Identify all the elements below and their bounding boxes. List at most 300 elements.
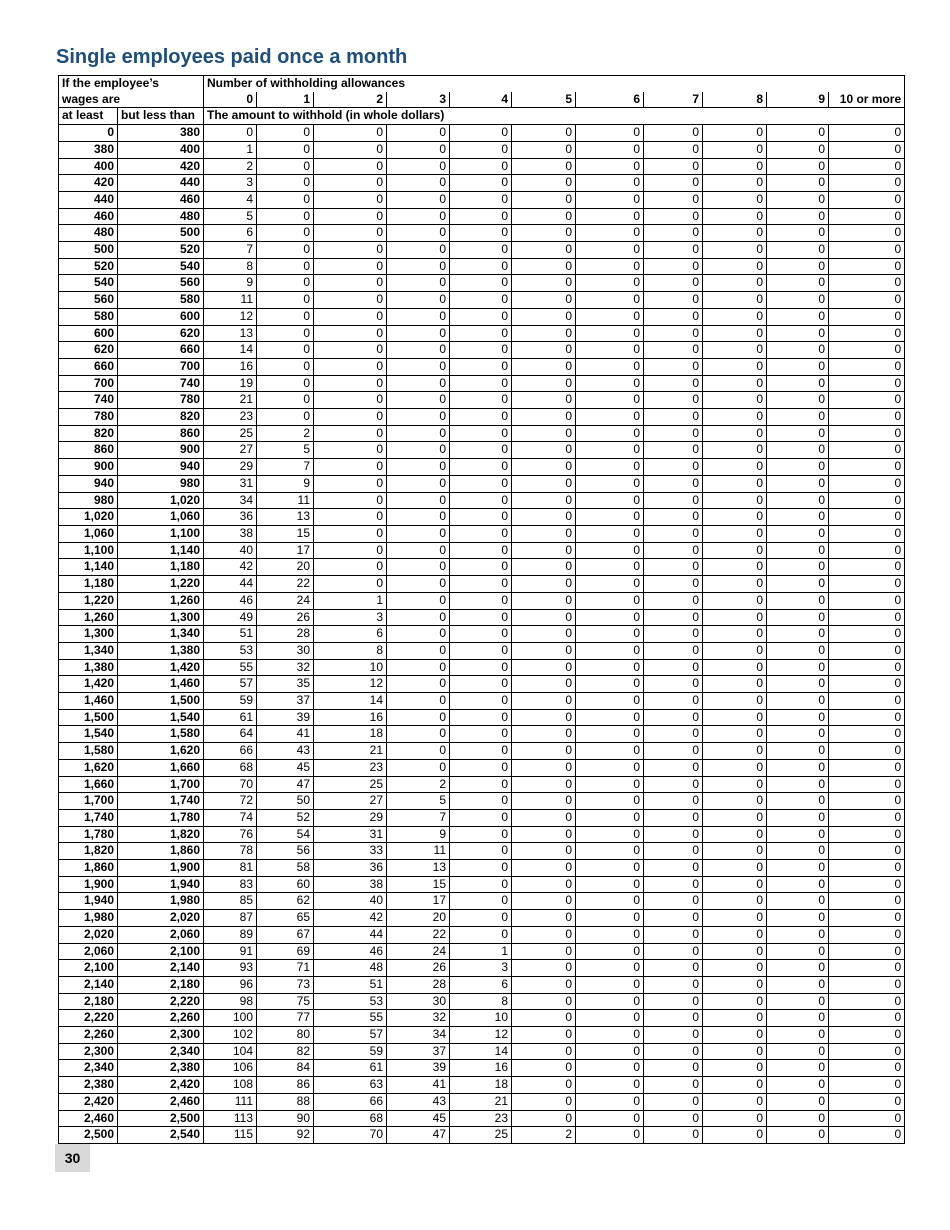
table-row (59, 392, 905, 409)
withholding-cell: 0 (387, 191, 450, 208)
withholding-cell: 0 (387, 509, 450, 526)
withholding-cell: 0 (387, 225, 450, 242)
withholding-cell: 0 (644, 125, 703, 142)
wage-less-than-cell: 420 (118, 158, 204, 175)
withholding-cell: 0 (644, 442, 703, 459)
withholding-cell: 0 (450, 843, 512, 860)
withholding-cell: 23 (204, 409, 257, 426)
withholding-cell: 0 (512, 592, 576, 609)
withholding-cell: 0 (703, 776, 767, 793)
withholding-cell: 0 (767, 559, 829, 576)
table-body (59, 76, 905, 1144)
withholding-cell: 0 (644, 926, 703, 943)
withholding-cell: 0 (644, 1127, 703, 1144)
withholding-cell: 0 (829, 910, 905, 927)
withholding-cell: 0 (576, 626, 644, 643)
wage-at-least-cell: 1,500 (59, 709, 118, 726)
withholding-cell: 13 (387, 860, 450, 877)
withholding-cell: 0 (703, 442, 767, 459)
withholding-cell: 5 (257, 442, 314, 459)
wage-at-least-cell: 1,020 (59, 509, 118, 526)
withholding-cell: 51 (204, 626, 257, 643)
withholding-cell: 0 (767, 392, 829, 409)
withholding-cell: 0 (314, 292, 387, 309)
withholding-cell: 67 (257, 926, 314, 943)
withholding-cell: 0 (829, 125, 905, 142)
withholding-cell: 0 (703, 609, 767, 626)
table-row (59, 242, 905, 259)
withholding-cell: 0 (767, 1060, 829, 1077)
withholding-cell: 2 (512, 1127, 576, 1144)
withholding-cell: 0 (576, 793, 644, 810)
withholding-cell: 91 (204, 943, 257, 960)
withholding-cell: 0 (450, 459, 512, 476)
wage-less-than-cell: 2,500 (118, 1110, 204, 1127)
withholding-cell: 0 (644, 225, 703, 242)
withholding-cell: 0 (387, 208, 450, 225)
withholding-cell: 0 (576, 993, 644, 1010)
withholding-cell: 0 (829, 158, 905, 175)
withholding-cell: 36 (314, 860, 387, 877)
table-row (59, 125, 905, 142)
withholding-cell: 0 (644, 759, 703, 776)
withholding-cell: 0 (512, 191, 576, 208)
table-row (59, 743, 905, 760)
withholding-cell: 11 (257, 492, 314, 509)
withholding-cell: 0 (450, 559, 512, 576)
withholding-cell: 0 (767, 158, 829, 175)
withholding-cell: 0 (387, 609, 450, 626)
withholding-cell: 14 (204, 342, 257, 359)
withholding-cell: 0 (512, 559, 576, 576)
withholding-cell: 0 (703, 659, 767, 676)
withholding-cell: 0 (387, 676, 450, 693)
table-row (59, 726, 905, 743)
allowance-column-header: 9 (767, 92, 829, 108)
withholding-cell: 0 (644, 425, 703, 442)
withholding-cell: 16 (450, 1060, 512, 1077)
withholding-cell: 0 (512, 542, 576, 559)
withholding-cell: 0 (576, 910, 644, 927)
withholding-cell: 0 (314, 576, 387, 593)
withholding-cell: 59 (204, 693, 257, 710)
withholding-cell: 0 (829, 676, 905, 693)
withholding-cell: 0 (512, 342, 576, 359)
withholding-cell: 0 (257, 225, 314, 242)
withholding-cell: 55 (314, 1010, 387, 1027)
withholding-cell: 17 (387, 893, 450, 910)
allowance-column-header: 8 (703, 92, 767, 108)
withholding-cell: 0 (387, 242, 450, 259)
wage-less-than-cell: 1,460 (118, 676, 204, 693)
withholding-cell: 0 (512, 425, 576, 442)
withholding-cell: 0 (703, 275, 767, 292)
withholding-cell: 38 (314, 876, 387, 893)
withholding-cell: 0 (257, 175, 314, 192)
withholding-cell: 0 (644, 492, 703, 509)
withholding-cell: 26 (387, 960, 450, 977)
withholding-cell: 0 (703, 926, 767, 943)
withholding-cell: 0 (576, 592, 644, 609)
table-row (59, 576, 905, 593)
withholding-cell: 0 (703, 475, 767, 492)
withholding-cell: 32 (387, 1010, 450, 1027)
withholding-cell: 0 (703, 592, 767, 609)
withholding-cell: 0 (644, 910, 703, 927)
wage-less-than-cell: 380 (118, 125, 204, 142)
wage-at-least-cell: 420 (59, 175, 118, 192)
withholding-cell: 0 (576, 976, 644, 993)
withholding-cell: 0 (644, 960, 703, 977)
withholding-cell: 108 (204, 1077, 257, 1094)
wage-less-than-cell: 2,420 (118, 1077, 204, 1094)
withholding-cell: 0 (644, 793, 703, 810)
header-row-3 (59, 108, 905, 125)
withholding-cell: 0 (576, 943, 644, 960)
withholding-cell: 115 (204, 1127, 257, 1144)
withholding-cell: 93 (204, 960, 257, 977)
withholding-cell: 0 (829, 809, 905, 826)
withholding-cell: 106 (204, 1060, 257, 1077)
withholding-cell: 0 (703, 1077, 767, 1094)
withholding-cell: 0 (387, 275, 450, 292)
wage-at-least-cell: 500 (59, 242, 118, 259)
withholding-cell: 0 (576, 642, 644, 659)
withholding-cell: 0 (703, 191, 767, 208)
wage-less-than-cell: 2,300 (118, 1027, 204, 1044)
withholding-cell: 43 (257, 743, 314, 760)
withholding-cell: 71 (257, 960, 314, 977)
withholding-cell: 0 (703, 709, 767, 726)
withholding-cell: 0 (767, 325, 829, 342)
withholding-cell: 0 (829, 208, 905, 225)
withholding-cell: 22 (257, 576, 314, 593)
withholding-cell: 38 (204, 525, 257, 542)
withholding-cell: 0 (703, 492, 767, 509)
withholding-cell: 0 (576, 676, 644, 693)
withholding-cell: 15 (257, 525, 314, 542)
withholding-cell: 6 (314, 626, 387, 643)
withholding-cell: 0 (576, 1110, 644, 1127)
withholding-cell: 0 (450, 492, 512, 509)
withholding-cell: 0 (512, 125, 576, 142)
withholding-cell: 20 (387, 910, 450, 927)
withholding-cell: 0 (703, 509, 767, 526)
withholding-cell: 0 (450, 425, 512, 442)
withholding-cell: 0 (829, 325, 905, 342)
withholding-cell: 32 (257, 659, 314, 676)
table-row (59, 960, 905, 977)
wage-less-than-cell: 2,180 (118, 976, 204, 993)
withholding-cell: 0 (576, 609, 644, 626)
withholding-cell: 9 (387, 826, 450, 843)
withholding-cell: 0 (644, 375, 703, 392)
withholding-cell: 0 (829, 693, 905, 710)
withholding-cell: 0 (314, 392, 387, 409)
withholding-cell: 0 (512, 843, 576, 860)
withholding-cell: 0 (387, 308, 450, 325)
withholding-cell: 17 (257, 542, 314, 559)
withholding-cell: 9 (257, 475, 314, 492)
wage-at-least-cell: 980 (59, 492, 118, 509)
withholding-cell: 0 (314, 158, 387, 175)
withholding-cell: 0 (576, 926, 644, 943)
withholding-cell: 0 (512, 793, 576, 810)
wage-less-than-cell: 1,380 (118, 642, 204, 659)
table-row (59, 1043, 905, 1060)
withholding-cell: 0 (829, 960, 905, 977)
withholding-cell: 0 (450, 442, 512, 459)
withholding-cell: 0 (767, 191, 829, 208)
withholding-cell: 0 (512, 1027, 576, 1044)
withholding-cell: 0 (703, 893, 767, 910)
wage-at-least-cell: 1,380 (59, 659, 118, 676)
withholding-cell: 13 (204, 325, 257, 342)
wage-at-least-cell: 1,780 (59, 826, 118, 843)
table-row (59, 492, 905, 509)
withholding-cell: 0 (387, 342, 450, 359)
withholding-cell: 7 (257, 459, 314, 476)
wages-label-line-2: wages are (59, 92, 118, 108)
withholding-cell: 24 (257, 592, 314, 609)
withholding-cell: 31 (314, 826, 387, 843)
withholding-cell: 0 (387, 709, 450, 726)
withholding-cell: 0 (576, 459, 644, 476)
withholding-cell: 0 (257, 242, 314, 259)
table-row (59, 175, 905, 192)
withholding-cell: 0 (829, 342, 905, 359)
table-row (59, 358, 905, 375)
withholding-cell: 0 (512, 993, 576, 1010)
wage-at-least-cell: 1,700 (59, 793, 118, 810)
withholding-cell: 0 (576, 726, 644, 743)
withholding-cell: 77 (257, 1010, 314, 1027)
withholding-cell: 0 (767, 375, 829, 392)
withholding-cell: 0 (387, 375, 450, 392)
table-row (59, 809, 905, 826)
at-least-label: at least (59, 108, 118, 125)
withholding-cell: 0 (450, 642, 512, 659)
withholding-cell: 0 (576, 1127, 644, 1144)
withholding-cell: 0 (450, 626, 512, 643)
withholding-cell: 22 (387, 926, 450, 943)
withholding-cell: 74 (204, 809, 257, 826)
withholding-cell: 0 (644, 743, 703, 760)
withholding-cell: 0 (644, 258, 703, 275)
withholding-cell: 0 (387, 626, 450, 643)
wage-less-than-cell: 1,220 (118, 576, 204, 593)
withholding-cell: 0 (644, 141, 703, 158)
withholding-cell: 0 (257, 375, 314, 392)
withholding-cell: 0 (829, 542, 905, 559)
withholding-cell: 0 (829, 876, 905, 893)
withholding-cell: 0 (829, 191, 905, 208)
withholding-cell: 40 (204, 542, 257, 559)
table-row (59, 1110, 905, 1127)
withholding-cell: 0 (576, 860, 644, 877)
withholding-cell: 0 (576, 743, 644, 760)
withholding-cell: 0 (767, 1093, 829, 1110)
table-row (59, 258, 905, 275)
withholding-cell: 0 (767, 759, 829, 776)
withholding-cell: 0 (829, 926, 905, 943)
withholding-cell: 0 (703, 793, 767, 810)
withholding-cell: 0 (512, 642, 576, 659)
withholding-cell: 2 (257, 425, 314, 442)
wage-at-least-cell: 2,220 (59, 1010, 118, 1027)
withholding-cell: 66 (314, 1093, 387, 1110)
withholding-cell: 43 (387, 1093, 450, 1110)
withholding-cell: 0 (450, 676, 512, 693)
withholding-cell: 78 (204, 843, 257, 860)
withholding-cell: 0 (314, 358, 387, 375)
withholding-cell: 0 (576, 1027, 644, 1044)
withholding-cell: 0 (767, 141, 829, 158)
withholding-cell: 0 (703, 292, 767, 309)
withholding-cell: 0 (644, 525, 703, 542)
withholding-cell: 0 (512, 308, 576, 325)
table-row (59, 759, 905, 776)
withholding-cell: 0 (512, 759, 576, 776)
withholding-cell: 0 (512, 1110, 576, 1127)
withholding-cell: 0 (644, 392, 703, 409)
withholding-cell: 0 (767, 175, 829, 192)
withholding-cell: 0 (829, 976, 905, 993)
withholding-cell: 34 (204, 492, 257, 509)
withholding-cell: 0 (829, 609, 905, 626)
wage-less-than-cell: 1,420 (118, 659, 204, 676)
wage-at-least-cell: 2,260 (59, 1027, 118, 1044)
table-row (59, 342, 905, 359)
withholding-cell: 0 (703, 375, 767, 392)
withholding-cell: 0 (703, 542, 767, 559)
withholding-cell: 0 (387, 542, 450, 559)
withholding-cell: 42 (314, 910, 387, 927)
withholding-cell: 18 (314, 726, 387, 743)
withholding-cell: 0 (576, 876, 644, 893)
withholding-cell: 0 (576, 442, 644, 459)
withholding-cell: 0 (576, 242, 644, 259)
wage-at-least-cell: 2,020 (59, 926, 118, 943)
wage-less-than-cell: 1,740 (118, 793, 204, 810)
withholding-cell: 53 (314, 993, 387, 1010)
withholding-cell: 0 (644, 609, 703, 626)
withholding-cell: 52 (257, 809, 314, 826)
withholding-cell: 0 (576, 225, 644, 242)
withholding-cell: 0 (450, 759, 512, 776)
withholding-cell: 0 (644, 509, 703, 526)
withholding-cell: 66 (204, 743, 257, 760)
withholding-cell: 0 (644, 860, 703, 877)
withholding-cell: 90 (257, 1110, 314, 1127)
withholding-cell: 0 (387, 175, 450, 192)
withholding-cell: 0 (703, 308, 767, 325)
withholding-cell: 0 (703, 559, 767, 576)
withholding-cell: 0 (644, 409, 703, 426)
table-row (59, 475, 905, 492)
withholding-cell: 0 (512, 960, 576, 977)
withholding-cell: 0 (644, 308, 703, 325)
withholding-cell: 0 (576, 1043, 644, 1060)
withholding-table (58, 75, 905, 1144)
withholding-cell: 0 (767, 576, 829, 593)
withholding-cell: 0 (767, 893, 829, 910)
withholding-cell: 0 (450, 726, 512, 743)
withholding-cell: 0 (703, 175, 767, 192)
table-row (59, 893, 905, 910)
withholding-cell: 0 (450, 709, 512, 726)
withholding-cell: 2 (387, 776, 450, 793)
wage-less-than-cell: 1,060 (118, 509, 204, 526)
wage-less-than-cell: 980 (118, 475, 204, 492)
wage-at-least-cell: 540 (59, 275, 118, 292)
wage-at-least-cell: 660 (59, 358, 118, 375)
withholding-cell: 0 (703, 676, 767, 693)
withholding-cell: 0 (644, 275, 703, 292)
table-row (59, 225, 905, 242)
withholding-cell: 0 (512, 208, 576, 225)
wage-at-least-cell: 1,980 (59, 910, 118, 927)
table-row (59, 509, 905, 526)
withholding-cell: 0 (644, 642, 703, 659)
wage-at-least-cell: 940 (59, 475, 118, 492)
withholding-cell: 0 (767, 1027, 829, 1044)
withholding-cell: 0 (512, 1043, 576, 1060)
withholding-cell: 0 (829, 843, 905, 860)
wage-less-than-cell: 860 (118, 425, 204, 442)
amount-label: The amount to withhold (in whole dollars) (204, 108, 905, 125)
withholding-cell: 0 (644, 592, 703, 609)
withholding-cell: 75 (257, 993, 314, 1010)
withholding-cell: 13 (257, 509, 314, 526)
withholding-cell: 0 (767, 1077, 829, 1094)
withholding-cell: 39 (387, 1060, 450, 1077)
withholding-cell: 0 (767, 726, 829, 743)
withholding-cell: 49 (204, 609, 257, 626)
withholding-cell: 14 (450, 1043, 512, 1060)
withholding-cell: 0 (767, 876, 829, 893)
withholding-cell: 89 (204, 926, 257, 943)
wage-less-than-cell: 1,300 (118, 609, 204, 626)
withholding-cell: 0 (387, 592, 450, 609)
withholding-cell: 0 (703, 1043, 767, 1060)
withholding-cell: 65 (257, 910, 314, 927)
wage-less-than-cell: 2,340 (118, 1043, 204, 1060)
withholding-cell: 0 (314, 225, 387, 242)
withholding-cell: 0 (703, 843, 767, 860)
withholding-cell: 0 (387, 726, 450, 743)
withholding-cell: 0 (767, 358, 829, 375)
withholding-cell: 0 (829, 993, 905, 1010)
withholding-cell: 45 (257, 759, 314, 776)
withholding-cell: 0 (512, 576, 576, 593)
withholding-cell: 0 (767, 709, 829, 726)
withholding-cell: 0 (767, 910, 829, 927)
withholding-cell: 0 (644, 1093, 703, 1110)
withholding-cell: 0 (767, 843, 829, 860)
allowance-column-header: 3 (387, 92, 450, 108)
header-row-2 (59, 92, 905, 108)
wage-at-least-cell: 1,180 (59, 576, 118, 593)
withholding-cell: 0 (644, 1027, 703, 1044)
withholding-cell: 0 (829, 175, 905, 192)
withholding-cell: 0 (450, 776, 512, 793)
wage-at-least-cell: 1,620 (59, 759, 118, 776)
withholding-cell: 0 (576, 1010, 644, 1027)
withholding-cell: 41 (387, 1077, 450, 1094)
withholding-cell: 0 (644, 175, 703, 192)
withholding-cell: 0 (512, 392, 576, 409)
